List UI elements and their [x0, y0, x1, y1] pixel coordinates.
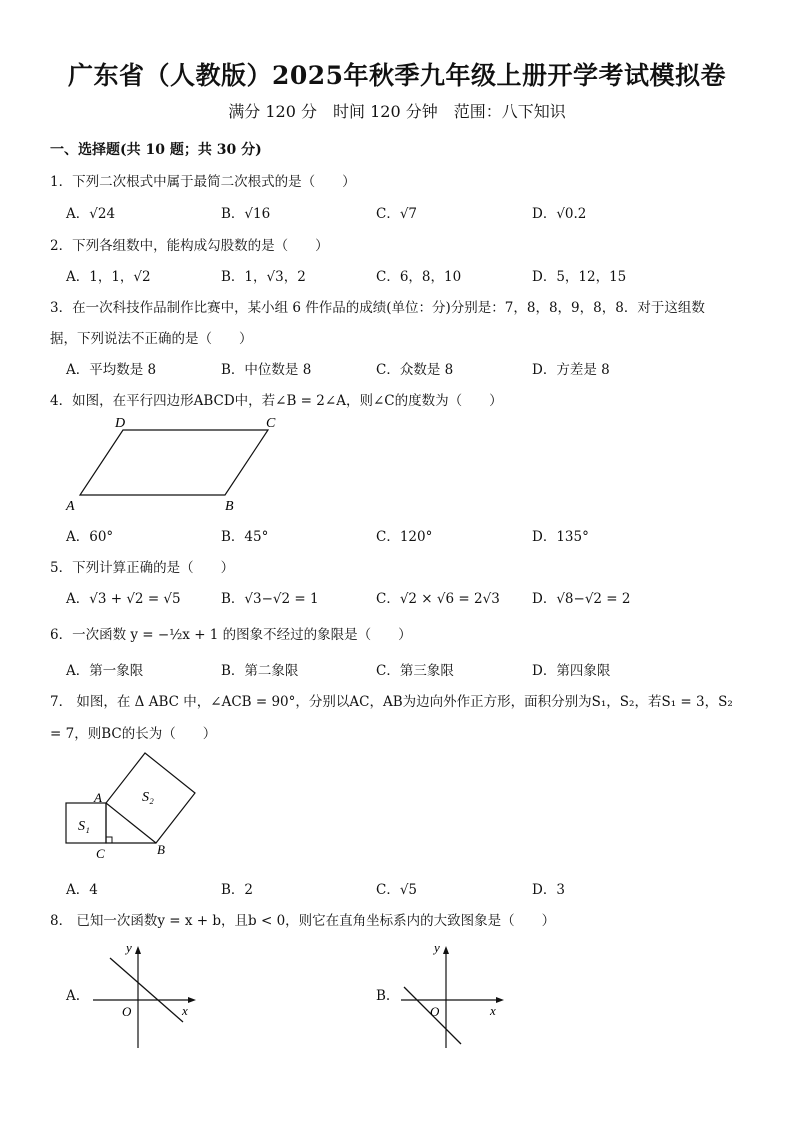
function-line [110, 958, 183, 1022]
question-8-stem: 8． 已知一次函数y = x + b，且b < 0，则它在直角坐标系内的大致图象是（ ） [50, 913, 556, 929]
question-1-option-d: D．√0.2 [532, 206, 587, 222]
parallelogram-shape [80, 430, 268, 495]
question-4-option-c: C．120° [376, 529, 433, 545]
parallelogram-figure [60, 412, 290, 517]
question-1-option-a: A．√24 [66, 206, 116, 222]
question-1-option-c: C．√7 [376, 206, 418, 222]
section-heading: 一、选择题(共 10 题；共 30 分) [50, 142, 262, 158]
graph-a [88, 940, 203, 1052]
exam-info: 满分 120 分 时间 120 分钟 范围：八下知识 [228, 102, 566, 121]
y-axis-arrow [443, 946, 449, 954]
question-4-stem: 4．如图，在平行四边形ABCD中，若∠B = 2∠A，则∠C的度数为（ ） [50, 393, 503, 409]
area-label-s1: S₁ [78, 819, 90, 834]
question-3-option-a: A．平均数是 8 [66, 362, 157, 378]
origin-label: O [122, 1004, 132, 1019]
question-4-option-b: B．45° [221, 529, 269, 545]
question-6-option-d: D．第四象限 [532, 663, 611, 679]
question-1-stem: 1．下列二次根式中属于最简二次根式的是（ ） [50, 174, 356, 190]
question-2-option-c: C．6，8，10 [376, 269, 462, 285]
question-5-option-c: C．√2 × √6 = 2√3 [376, 591, 500, 607]
question-2-option-a: A．1，1，√2 [66, 269, 151, 285]
question-6-option-a: A．第一象限 [66, 663, 144, 679]
question-4-option-d: D．135° [532, 529, 589, 545]
question-7-option-c: C．√5 [376, 882, 418, 898]
question-2-stem: 2．下列各组数中，能构成勾股数的是（ ） [50, 238, 329, 254]
question-3-stem: 3．在一次科技作品制作比赛中，某小组 6 件作品的成绩(单位：分)分别是：7，8，8，9，8，8．对于这组数 [50, 300, 705, 316]
question-1-option-b: B．√16 [221, 206, 271, 222]
page-title: 广东省（人教版）2025年秋季九年级上册开学考试模拟卷 [67, 61, 727, 90]
vertex-label-a: A [66, 499, 75, 514]
question-5-option-a: A．√3 + √2 = √5 [66, 591, 181, 607]
question-8-option-a: A. [66, 988, 81, 1004]
question-6-option-c: C．第三象限 [376, 663, 454, 679]
question-4-option-a: A．60° [66, 529, 114, 545]
x-axis-arrow [188, 997, 196, 1003]
right-angle-mark [106, 837, 112, 843]
vertex-label-b: B [225, 499, 234, 514]
question-7-option-a: A．4 [66, 882, 98, 898]
question-7-stem-cont: = 7，则BC的长为（ ） [50, 726, 217, 742]
origin-label: O [430, 1004, 440, 1019]
question-3-option-d: D．方差是 8 [532, 362, 610, 378]
question-5-stem: 5．下列计算正确的是（ ） [50, 560, 235, 576]
question-6-option-b: B．第二象限 [221, 663, 299, 679]
vertex-label-c: C [96, 846, 105, 861]
question-6-stem: 6．一次函数 y = −½x + 1 的图象不经过的象限是（ ） [50, 627, 412, 643]
question-5-option-d: D．√8−√2 = 2 [532, 591, 631, 607]
area-label-s2: S₂ [142, 790, 154, 805]
graph-b [396, 940, 511, 1052]
question-8-option-b: B. [376, 988, 391, 1004]
question-7-option-b: B．2 [221, 882, 254, 898]
vertex-label-c: C [266, 416, 276, 431]
x-axis-label: x [182, 1003, 188, 1018]
vertex-label-b: B [157, 842, 165, 857]
x-axis-label: x [490, 1003, 496, 1018]
question-3-option-b: B．中位数是 8 [221, 362, 312, 378]
y-axis-arrow [135, 946, 141, 954]
question-2-option-b: B．1，√3，2 [221, 269, 306, 285]
question-3-option-c: C．众数是 8 [376, 362, 454, 378]
x-axis-arrow [496, 997, 504, 1003]
vertex-label-a: A [94, 790, 102, 805]
vertex-label-d: D [115, 416, 126, 431]
question-5-option-b: B．√3−√2 = 1 [221, 591, 319, 607]
y-axis-label: y [434, 940, 440, 955]
y-axis-label: y [126, 940, 132, 955]
question-2-option-d: D．5，12，15 [532, 269, 627, 285]
question-7-option-d: D．3 [532, 882, 565, 898]
question-3-stem-cont: 据，下列说法不正确的是（ ） [50, 331, 253, 347]
squares-triangle-figure [58, 748, 208, 866]
question-7-stem: 7． 如图，在 Δ ABC 中，∠ACB = 90°，分别以AC，AB为边向外作正方形，面积分别为S₁，S₂，若S₁ = 3，S₂ [50, 694, 733, 710]
